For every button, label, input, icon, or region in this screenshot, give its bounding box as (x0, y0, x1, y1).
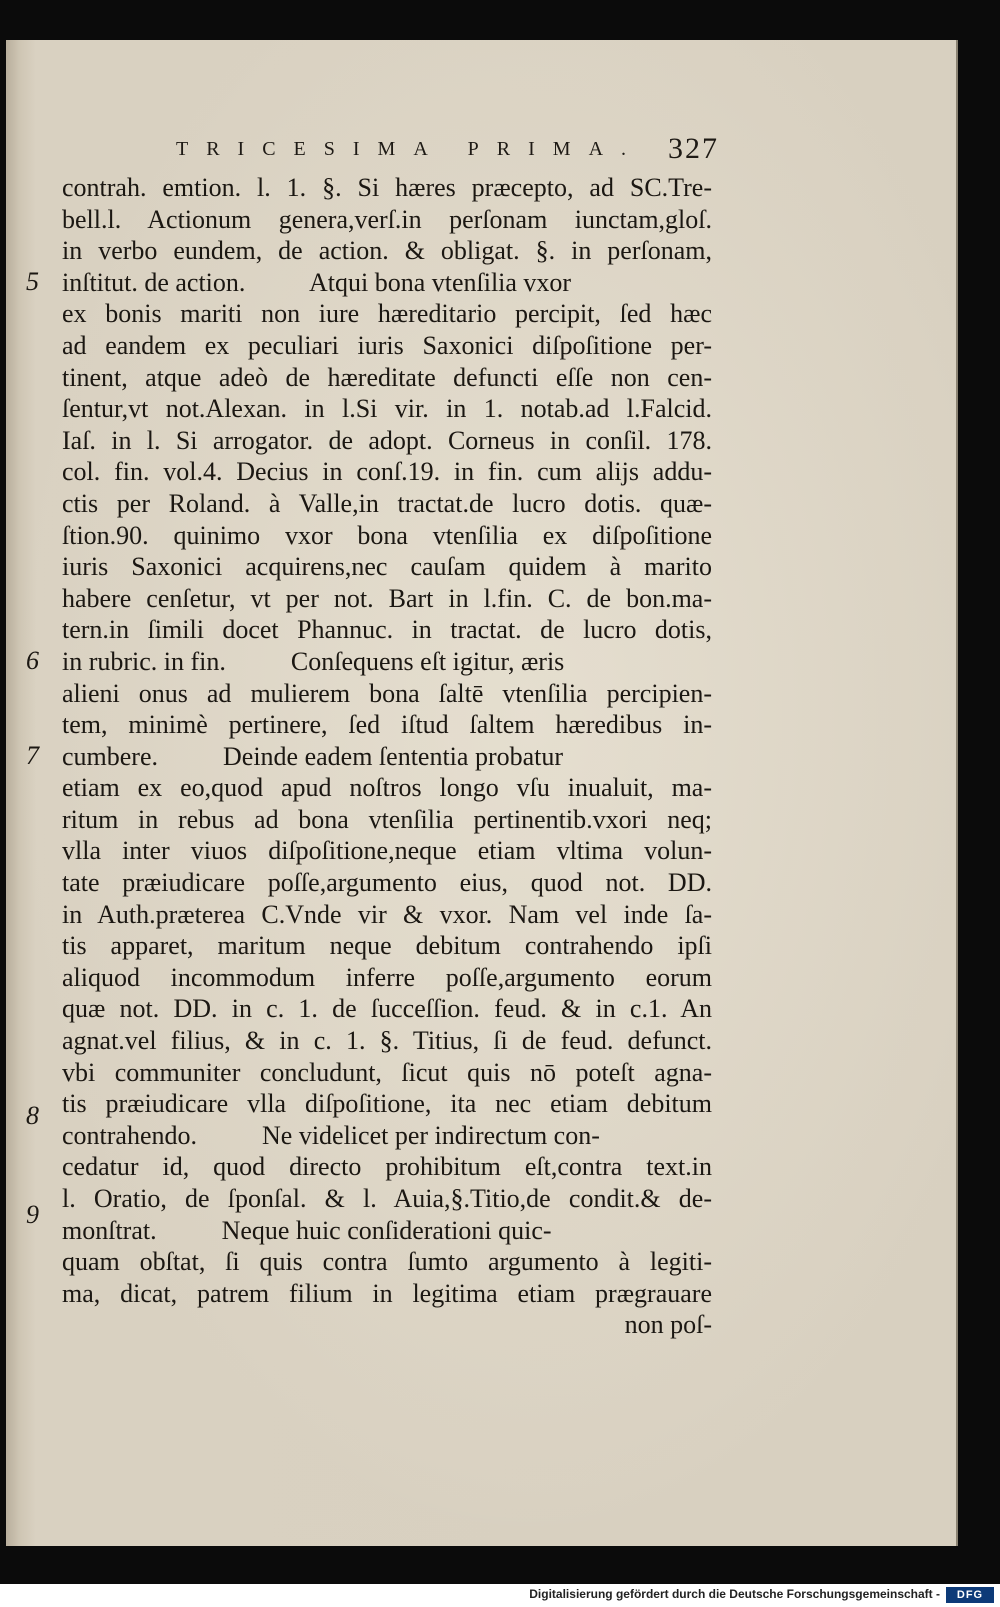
margin-note-number: 5 (26, 267, 39, 296)
text-line: ma, dicat, patrem filium in legitima etiam prægrauare (62, 1278, 712, 1308)
text-line: tis præiudicare vlla diſpoſitione, ita nec etiam debitum (62, 1089, 712, 1119)
text-line: alieni onus ad mulierem bona ſaltē vtenſilia percipien- (62, 678, 712, 708)
text-line: vlla inter viuos diſpoſitione,neque etiam vltima volun- (62, 836, 712, 866)
text-line: bell.l. Actionum genera,verſ.in perſonam iunctam,gloſ. (62, 204, 712, 234)
text-line: etiam ex eo,quod apud noſtros longo vſu inualuit, ma- (62, 773, 712, 803)
page-content (6, 40, 956, 1546)
margin-note-number: 6 (26, 646, 39, 675)
dfg-logo: DFG (946, 1587, 994, 1603)
text-line: cumbere. Deinde eadem ſententia probatur (62, 741, 564, 771)
footer-credit: Digitalisierung gefördert durch die Deutsche Forschungsgemeinschaft - (529, 1587, 940, 1601)
text-line: agnat.vel filius, & in c. 1. §. Titius, ſi de feud. defunct. (62, 1026, 712, 1056)
text-line: habere cenſetur, vt per not. Bart in l.fin. C. de bon.ma- (62, 583, 712, 613)
text-line: vbi communiter concludunt, ſicut quis nō poteſt agna- (62, 1057, 712, 1087)
text-line: tem, minimè pertinere, ſed iſtud ſaltem hæredibus in- (62, 710, 712, 740)
footer-bar (0, 1584, 1000, 1607)
text-line: contrah. emtion. l. 1. §. Si hæres præcepto, ad SC.Tre- (62, 173, 712, 202)
text-line: ſtion.90. quinimo vxor bona vtenſilia ex diſpoſitione (62, 520, 712, 550)
text-line: ctis per Roland. à Valle,in tractat.de lucro dotis. quæ- (62, 488, 712, 518)
text-line: ſentur,vt not.Alexan. in l.Si vir. in 1. notab.ad l.Falcid. (62, 394, 712, 424)
text-line: col. fin. vol.4. Decius in conſ.19. in fin. cum alijs addu- (62, 457, 712, 487)
text-line: Iaſ. in l. Si arrogator. de adopt. Corneus in conſil. 178. (62, 425, 712, 455)
body-text (62, 172, 712, 1341)
text-line: quæ not. DD. in c. 1. de ſucceſſion. feud. & in c.1. An (62, 994, 712, 1024)
text-line: ad eandem ex peculiari iuris Saxonici diſpoſitione per- (62, 330, 712, 360)
book-page (6, 40, 958, 1546)
text-line: inſtitut. de action. Atqui bona vtenſilia vxor (62, 267, 572, 297)
text-line: tinent, atque adeò de hæreditate defuncti eſſe non cen- (62, 362, 712, 392)
text-line: contrahendo. Ne videlicet per indirectum con- (62, 1120, 600, 1150)
text-line: monſtrat. Neque huic conſiderationi quic- (62, 1215, 552, 1245)
text-line: in Auth.præterea C.Vnde vir & vxor. Nam vel inde ſa- (62, 899, 712, 929)
text-line: in rubric. in fin. Conſequens eſt igitur, æris (62, 646, 565, 676)
text-line: aliquod incommodum inferre poſſe,argumento eorum (62, 962, 712, 992)
text-line: iuris Saxonici acquirens,nec cauſam quidem à marito (62, 552, 712, 582)
margin-note-number: 9 (26, 1200, 39, 1229)
text-line: l. Oratio, de ſponſal. & l. Auia,§.Titio,de condit.& de- (62, 1184, 712, 1213)
running-head: TRICESIMA PRIMA. (176, 138, 645, 160)
text-line: in verbo eundem, de action. & obligat. §. in perſonam, (62, 236, 712, 266)
text-line-catchword: non poſ- (624, 1310, 712, 1340)
margin-note-number: 8 (26, 1101, 39, 1130)
text-line: ritum in rebus ad bona vtenſilia pertinentib.vxori neq; (62, 804, 712, 834)
text-line: tate præiudicare poſſe,argumento eius, quod not. DD. (62, 868, 712, 898)
page-number: 327 (668, 132, 719, 165)
text-line: tis apparet, maritum neque debitum contrahendo ipſi (62, 931, 712, 961)
text-line: quam obſtat, ſi quis contra ſumto argumento à legiti- (62, 1247, 712, 1277)
text-line: cedatur id, quod directo prohibitum eſt,contra text.in (62, 1152, 712, 1182)
text-line: ex bonis mariti non iure hæreditario percipit, ſed hæc (62, 299, 712, 329)
text-line: tern.in ſimili docet Phannuc. in tractat. de lucro dotis, (62, 615, 712, 645)
margin-note-number: 7 (26, 741, 39, 770)
